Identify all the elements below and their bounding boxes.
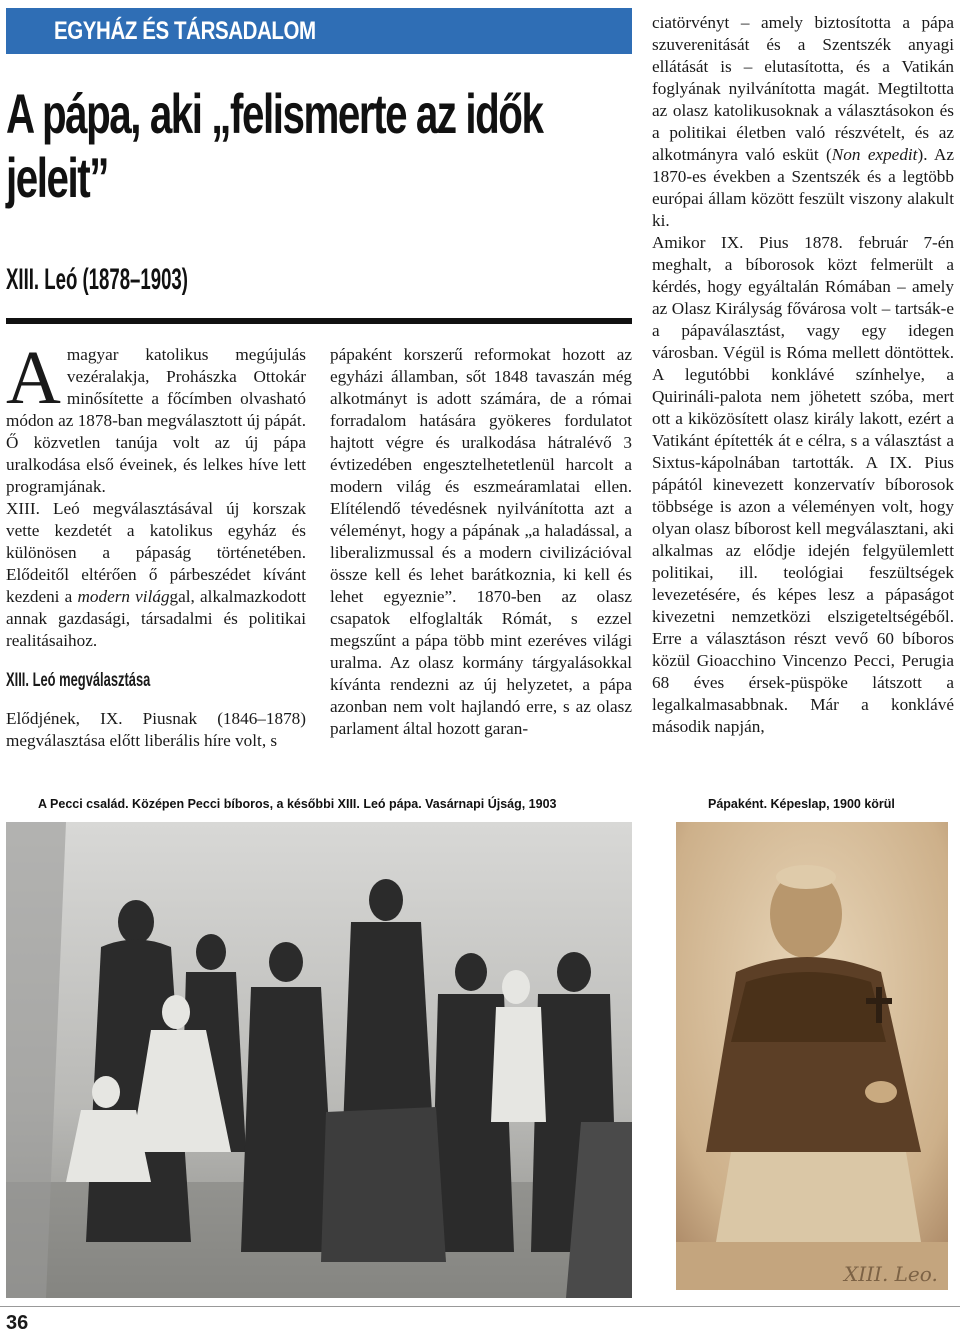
family-photo [6,822,632,1298]
column-2 [330,344,632,740]
pope-portrait-photo [676,822,948,1290]
col3-text-b: ). Az 1870-es években a Szentszék és a legtöbb európai állam között feszült viszony alakult ki. [652,145,954,230]
handwritten-inscription: XIII. Leo. [844,1262,938,1286]
paragraph-2-text-a: XIII. Leó megválasztásával új korszak vette kezdetét a katolikus egyház és különösen a pápaság történetében. Elődeitől eltérően ő párbeszédet kívánt kezdeni a [6,499,306,606]
section-banner [6,8,632,54]
column-1 [6,336,306,752]
paragraph-col3-2: Amikor IX. Pius 1878. február 7-én meghalt, a bíborosok közt felmerült a kérdés, hogy egyáltalán Rómában – amely az Olasz Királyság fővárosa volt – tartsák-e a pápaválasztást, vagy egy idegen városban. Végül is Róma mellett döntöttek. A legutóbbi konklávé színhelye, a Quirináli-palota nem jöhetett szóba, mert ott a kiközösített olasz király lakott, ezért a Vatikánt építették át e célra, s a választást a Sixtus-kápolnában tartották. A IX. Pius pápától kinevezett konzervatív bíborosok többsége is azon a véleményen volt, hogy olyan olasz bíborost kell megválasztani, aki alkalmas az elődje idején felgyülemlett politikai, ill. teológiai feszültségek levezetésére, és képes lesz a pápaságot kivezetni nemzetközi elszigeteltségéből. Erre a választáson részt vevő 60 bíboros közül Gioacchino Vincenzo Pecci, Perugia 68 éves érsek-püspöke látszott a legalkalmasabbnak. Már a konklávé második napján, [652,233,954,736]
col3-emphasis: Non expedit [831,145,918,164]
paragraph-2 [6,498,306,652]
caption-family-photo: A Pecci család. Középen Pecci bíboros, a későbbi XIII. Leó pápa. Vasárnapi Újság, 1903 [38,797,557,811]
paragraph-3: Elődjének, IX. Piusnak (1846–1878) megválasztása előtt liberális híre volt, s [6,709,306,750]
dropcap: A [6,336,61,420]
article-subtitle: XIII. Leó (1878–1903) [6,263,188,296]
paragraph-col2: pápaként korszerű reformokat hozott az egyházi államban, sőt 1848 tavaszán még alkotmányt is adott számára, de a római forradalom hatására gyökeres fordulatot hajtott végre és uralkodása hátralévő 3 évtizedében engesztelhetetlenül harcolt a modern világ és eszmeáramlatai ellen. Elítélendő tévedésnek nyilvánította azt a véleményt, hogy a pápának „a haladással, a liberalizmussal és a modern civilizációval össze kell és lehet barátkoznia, ki kell és lehet egyeznie”. 1870-ben az olasz csapatok elfoglalták Rómát, s ezzel megszűnt a pápa több mint ezeréves világi uralma. Az olasz kormány tárgyalásokkal kívánta rendezni az új helyzetet, a pápa azonban nem volt hajlandó erre, s az olasz parlament által hozott garan- [330,345,632,738]
subheading-election: XIII. Leó megválasztása [6,670,151,691]
title-rule [6,318,632,324]
paragraph-2-emphasis: modern világ [77,587,170,606]
paragraph-intro [6,336,306,498]
column-3 [652,12,954,738]
footer-rule [0,1306,960,1307]
col3-text-a: ciatörvényt – amely biztosította a pápa szuverenitását és a Szentszék anyagi ellátását is – elutasította, és a Vatikán foglyának nyilvánította magát. Megtiltotta az olasz katolikusoknak a választásokon és a politikai életben való részvételt, és az alkotmányra való esküt ( [652,13,954,164]
section-label: EGYHÁZ ÉS TÁRSADALOM [54,17,316,45]
article-title: A pápa, aki „felismerte az idők jeleit” [6,82,543,209]
intro-text: magyar katolikus megújulás vezéralakja, Prohászka Ottokár minősítette a főcímben olvasható módon az 1878-ban megválasztott új pápát. Ő közvetlen tanúja volt az új pápa uralkodása első éveinek, és lelkes híve lett programjának. [6,345,306,496]
page-number: 36 [6,1312,29,1334]
paragraph-col3-1 [652,12,954,232]
caption-pope-photo: Pápaként. Képeslap, 1900 körül [708,797,895,811]
paragraph-2-text-b: gal, alkalmazkodott annak gazdasági, társadalmi és politikai realitásaihoz. [6,587,306,650]
